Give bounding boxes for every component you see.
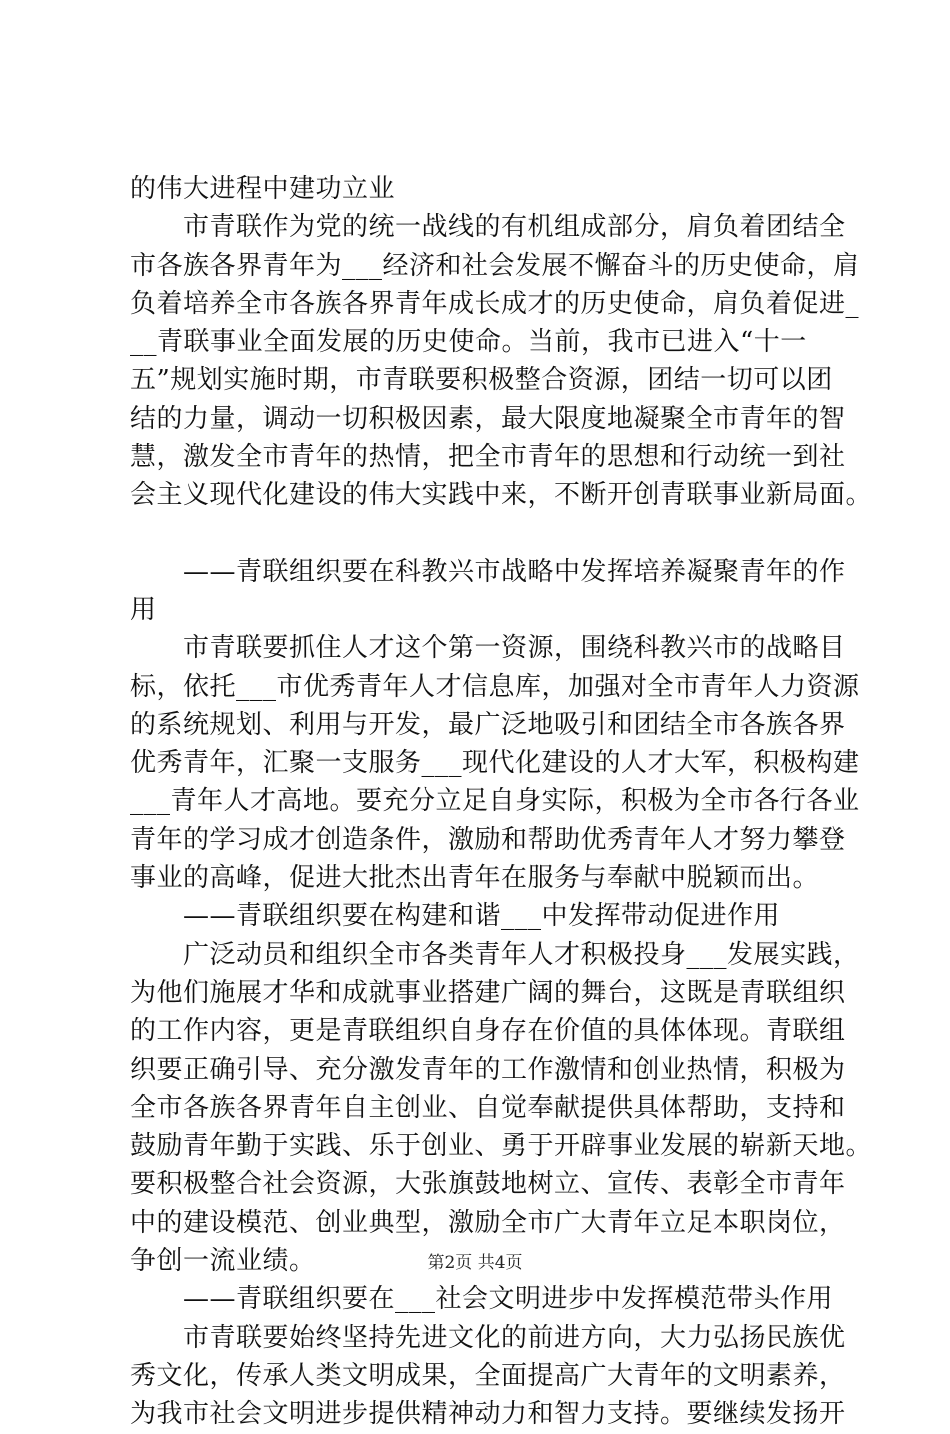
- text-line: 市青联要始终坚持先进文化的前进方向，大力弘扬民族优: [130, 1322, 846, 1353]
- section-heading-line: ——青联组织要在科教兴市战略中发挥培养凝聚青年的作: [130, 556, 846, 587]
- text-line: 中的建设模范、创业典型，激励全市广大青年立足本职岗位，: [130, 1207, 846, 1238]
- text-line: 织要正确引导、充分激发青年的工作激情和创业热情，积极为: [130, 1054, 846, 1085]
- text-line: __青联事业全面发展的历史使命。当前，我市已进入“十一: [130, 327, 807, 358]
- section-heading-line: 用: [130, 594, 157, 625]
- text-line: 广泛动员和组织全市各类青年人才积极投身___发展实践，: [130, 939, 860, 970]
- text-line: 会主义现代化建设的伟大实践中来，不断开创青联事业新局面。: [130, 480, 873, 511]
- text-line: 的工作内容，更是青联组织自身存在价值的具体体现。青联组: [130, 1016, 846, 1047]
- text-line: 争创一流业绩。: [130, 1246, 316, 1277]
- document-body: [130, 170, 873, 1434]
- text-line: 的伟大进程中建功立业: [130, 174, 396, 204]
- text-line: 要积极整合社会资源，大张旗鼓地树立、宣传、表彰全市青年: [130, 1169, 846, 1200]
- text-line: 事业的高峰，促进大批杰出青年在服务与奉献中脱颖而出。: [130, 863, 820, 894]
- text-line: 负着培养全市各族各界青年成长成才的历史使命，肩负着促进_: [130, 288, 860, 319]
- text-line: 青年的学习成才创造条件，激励和帮助优秀青年人才努力攀登: [130, 824, 846, 855]
- text-line: 结的力量，调动一切积极因素，最大限度地凝聚全市青年的智: [130, 403, 846, 434]
- text-line: 秀文化，传承人类文明成果，全面提高广大青年的文明素养，: [130, 1360, 846, 1391]
- text-line: 全市各族各界青年自主创业、自觉奉献提供具体帮助，支持和: [130, 1092, 846, 1123]
- text-line: 为他们施展才华和成就事业搭建广阔的舞台，这既是青联组织: [130, 977, 846, 1008]
- text-line: 五”规划实施时期，市青联要积极整合资源，团结一切可以团: [130, 365, 833, 396]
- text-line: 为我市社会文明进步提供精神动力和智力支持。要继续发扬开: [130, 1399, 846, 1430]
- text-line: 的系统规划、利用与开发，最广泛地吸引和团结全市各族各界: [130, 709, 846, 740]
- text-line: 市各族各界青年为___经济和社会发展不懈奋斗的历史使命，肩: [130, 250, 860, 281]
- text-line: 鼓励青年勤于实践、乐于创业、勇于开辟事业发展的崭新天地。: [130, 1131, 873, 1162]
- text-line: 标，依托___市优秀青年人才信息库，加强对全市青年人力资源: [130, 671, 860, 702]
- text-line: 市青联要抓住人才这个第一资源，围绕科教兴市的战略目: [130, 633, 846, 664]
- text-line: 慧，激发全市青年的热情，把全市青年的思想和行动统一到社: [130, 442, 846, 473]
- text-line: 优秀青年，汇聚一支服务___现代化建设的人才大军，积极构建: [130, 748, 860, 779]
- text-line: ___青年人才高地。要充分立足自身实际，积极为全市各行各业: [130, 786, 860, 817]
- section-heading-line: ——青联组织要在构建和谐___中发挥带动促进作用: [130, 901, 781, 932]
- text-line: 市青联作为党的统一战线的有机组成部分，肩负着团结全: [130, 212, 846, 243]
- page-footer: 第2页 共4页: [427, 1253, 523, 1273]
- blank-line: [130, 515, 830, 553]
- section-heading-line: ——青联组织要在___社会文明进步中发挥模范带头作用: [130, 1284, 834, 1315]
